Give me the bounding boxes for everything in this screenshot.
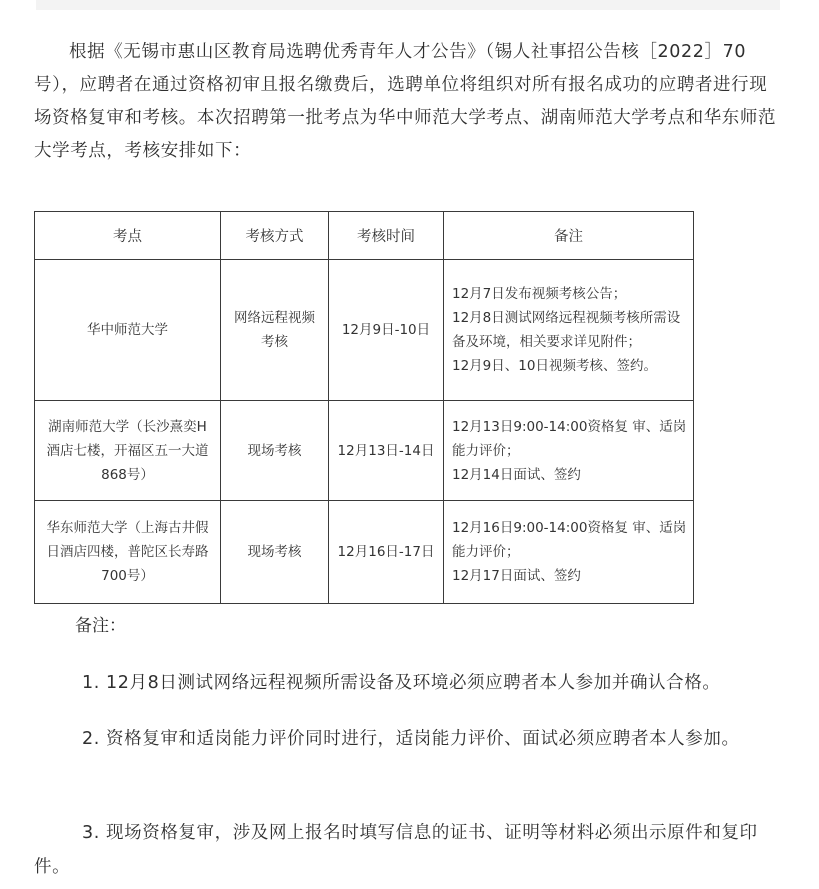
intro-paragraph: 根据《无锡市惠山区教育局选聘优秀青年人才公告》（锡人社事招公告核［2022］70号），应聘者在通过资格初审且报名缴费后，选聘单位将组织对所有报名成功的应聘者进行现场资格复审和考核。本次招聘第一批考点为华中师范大学考点、湖南师范大学考点和华东师范大学考点，考核安排如下： (34, 42, 777, 161)
table-header-row (35, 212, 694, 260)
cell-site: 湖南师范大学（长沙熹奕H酒店七楼，开福区五一大道868号） (35, 401, 221, 501)
cell-method: 网络远程视频考核 (221, 260, 329, 401)
cell-site: 华东师范大学（上海古井假日酒店四楼，普陀区长寿路700号） (35, 501, 221, 604)
cell-time: 12月16日-17日 (329, 501, 444, 604)
header-notes: 备注 (444, 212, 694, 260)
cell-time: 12月9日-10日 (329, 260, 444, 401)
header-site: 考点 (35, 212, 221, 260)
note-line: 12月13日9:00-14:00资格复 审、适岗能力评价； (452, 418, 687, 459)
table-row (35, 401, 694, 501)
remarks-title: 备注： (75, 616, 126, 636)
note-line: 12月14日面试、签约 (452, 466, 581, 483)
remark-item: 1. 12月8日测试网络远程视频所需设备及环境必须应聘者本人参加并确认合格。 (82, 673, 721, 693)
note-line: 12月8日测试网络远程视频考核所需设备及环境，相关要求详见附件； (452, 310, 681, 350)
note-line: 12月9日、10日视频考核、签约。 (452, 358, 657, 374)
header-time: 考核时间 (329, 212, 444, 260)
cell-notes (444, 401, 694, 501)
note-line: 12月17日面试、签约 (452, 568, 581, 584)
exam-schedule-table (34, 211, 694, 604)
header-method: 考核方式 (221, 212, 329, 260)
remark-item: 3. 现场资格复审，涉及网上报名时填写信息的证书、证明等材料必须出示原件和复印件。 (34, 823, 758, 877)
cell-time: 12月13日-14日 (329, 401, 444, 501)
table-row (35, 501, 694, 604)
cell-method: 现场考核 (221, 401, 329, 501)
cell-notes (444, 501, 694, 604)
top-strip (36, 0, 780, 10)
note-line: 12月7日发布视频考核公告； (452, 286, 627, 302)
table-row (35, 260, 694, 401)
cell-site: 华中师范大学 (35, 260, 221, 401)
cell-method: 现场考核 (221, 501, 329, 604)
remark-item: 2. 资格复审和适岗能力评价同时进行，适岗能力评价、面试必须应聘者本人参加。 (82, 729, 740, 749)
note-line: 12月16日9:00-14:00资格复 审、适岗能力评价； (452, 520, 687, 560)
cell-notes (444, 260, 694, 401)
